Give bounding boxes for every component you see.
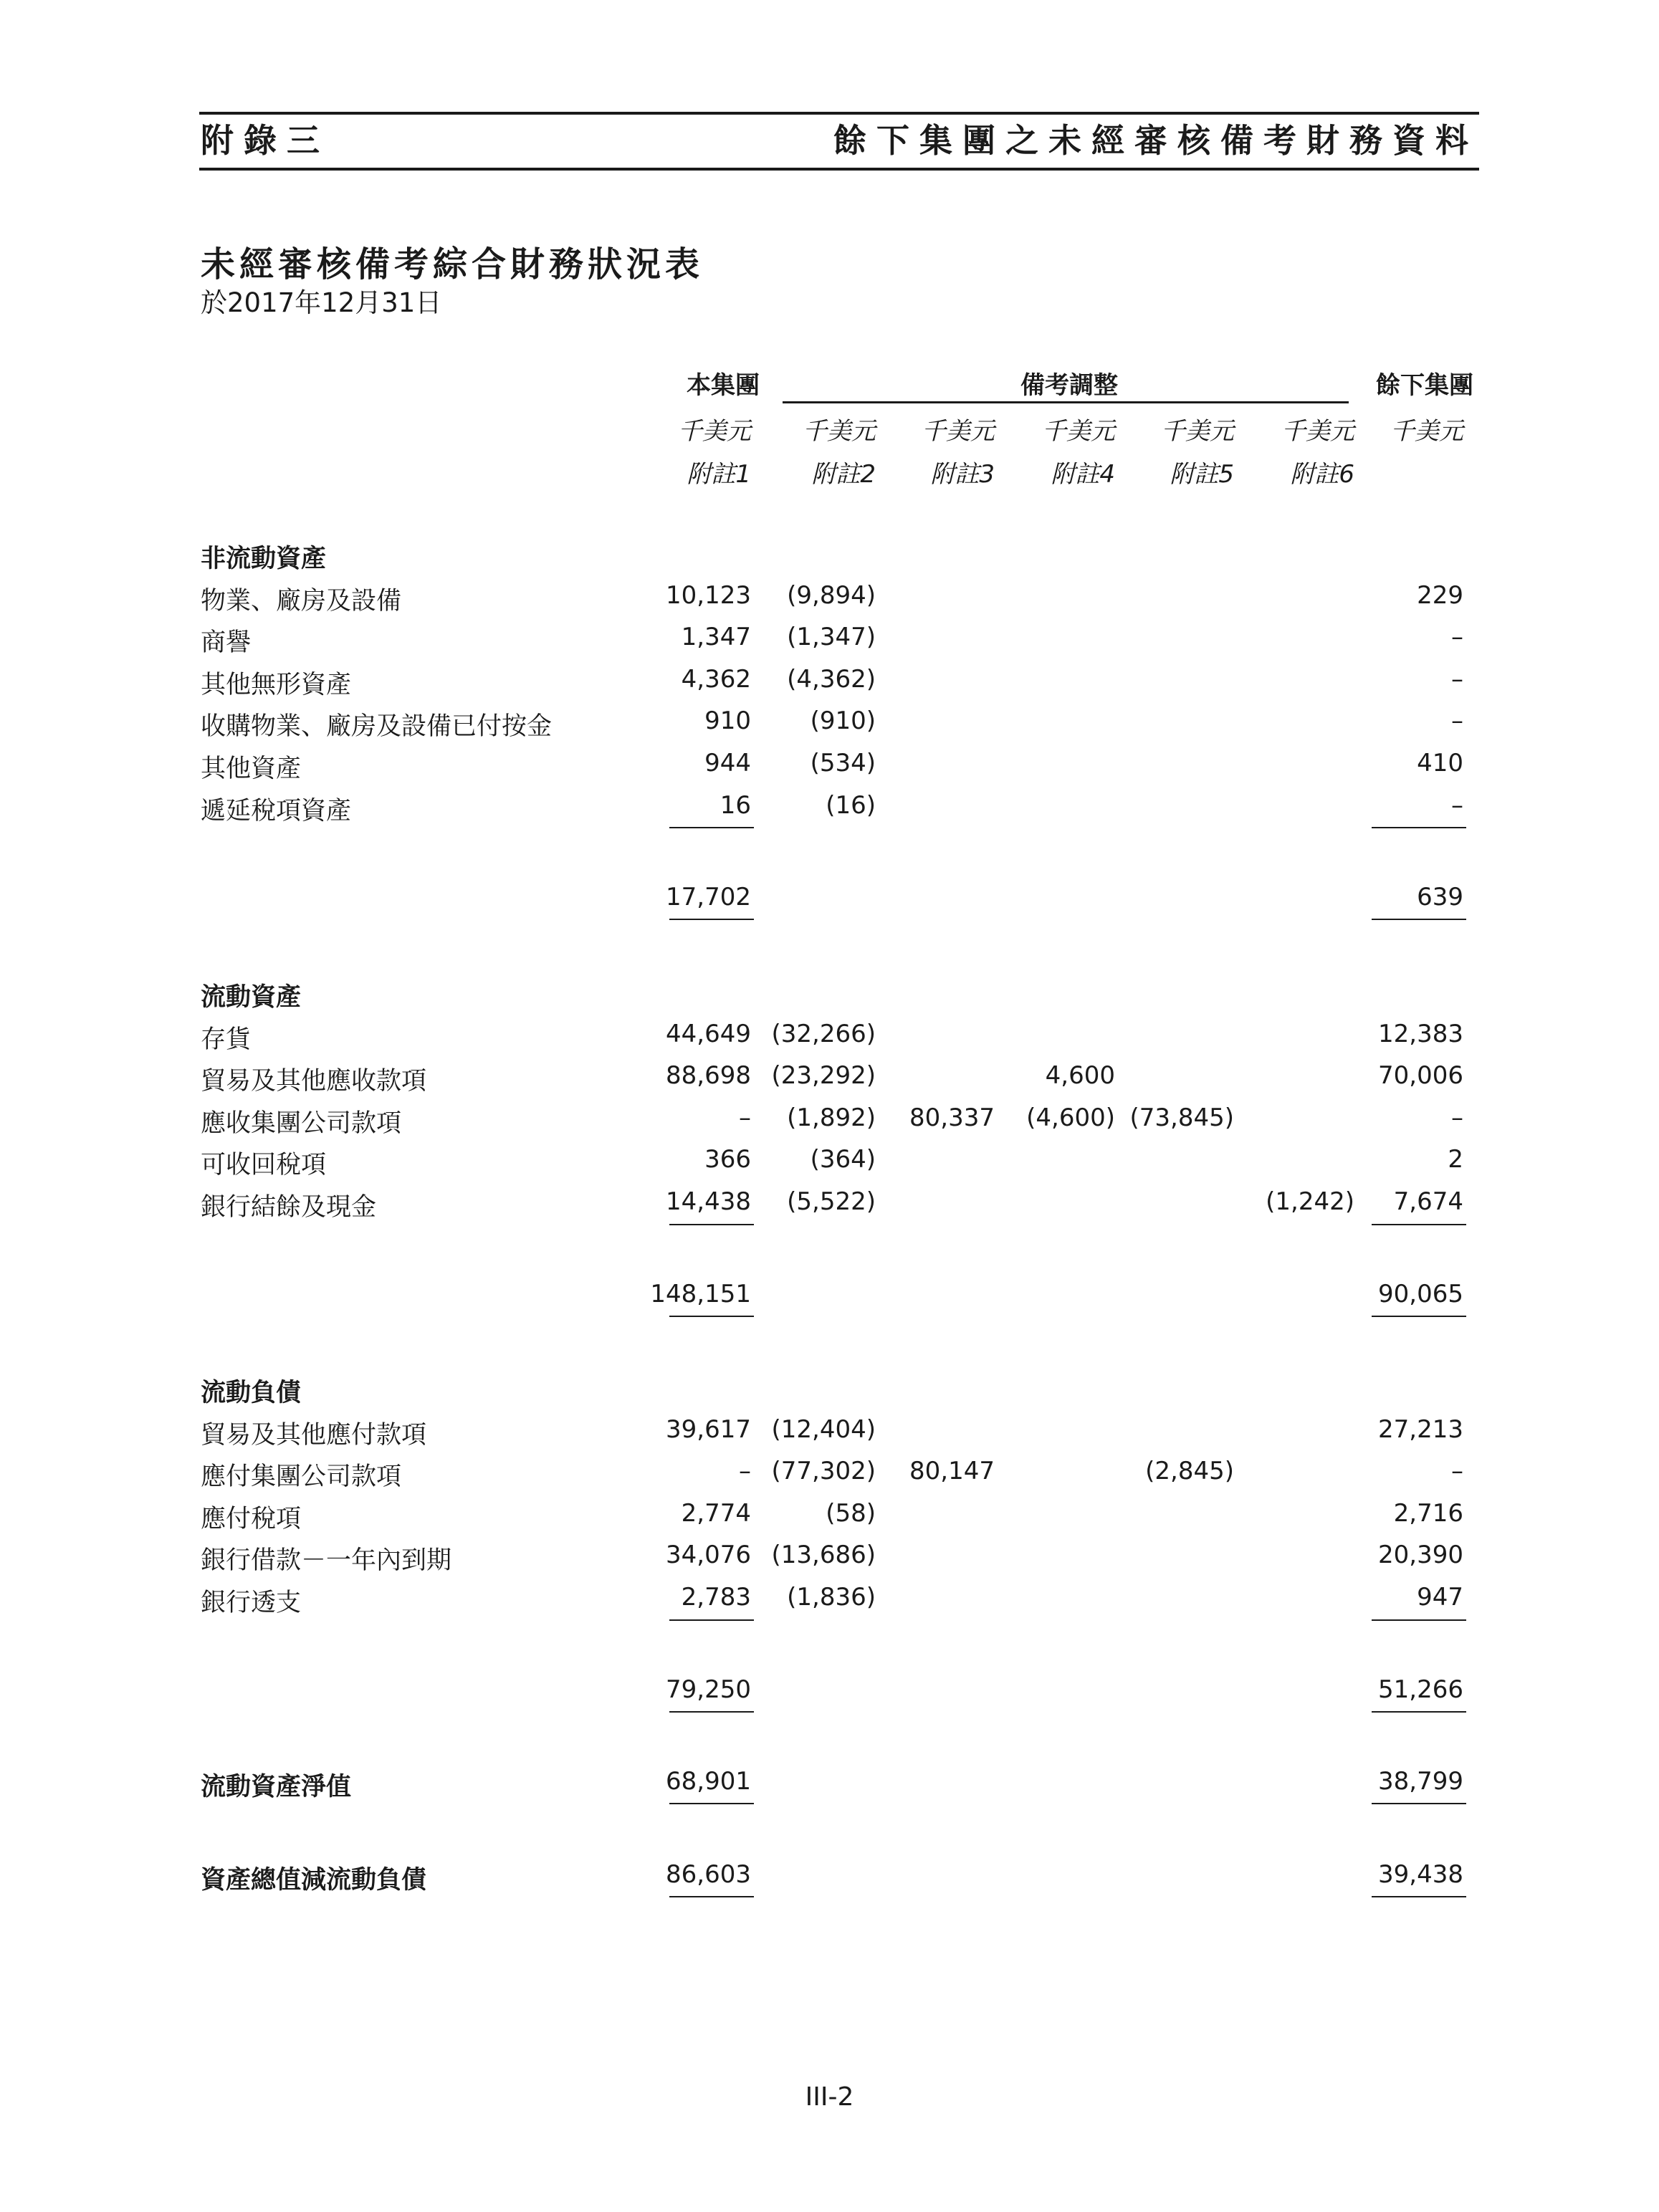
- section-total: 148,151: [650, 1279, 751, 1308]
- table-cell: (4,600): [1026, 1103, 1115, 1132]
- section-total: 90,065: [1378, 1279, 1463, 1308]
- col-adjustments-header: 備考調整: [1020, 371, 1118, 400]
- table-cell: 4,362: [681, 664, 751, 694]
- col-remaining-header: 餘下集團: [1376, 371, 1473, 400]
- summary-value: 38,799: [1378, 1767, 1463, 1796]
- table-cell: 2,774: [681, 1498, 751, 1528]
- summary-label: 資產總值減流動負債: [201, 1866, 427, 1895]
- table-cell: 229: [1417, 580, 1463, 610]
- section-total: 17,702: [666, 883, 751, 912]
- table-cell: –: [1451, 1103, 1463, 1132]
- table-cell: 910: [704, 707, 751, 736]
- table-cell: (5,522): [787, 1187, 876, 1216]
- header-bottom-rule: [199, 168, 1479, 171]
- subtotal-rule: [669, 827, 754, 828]
- total-rule: [1372, 1711, 1466, 1713]
- subtotal-rule: [1372, 827, 1466, 828]
- row-label: 銀行借款－一年內到期: [201, 1546, 452, 1576]
- row-label: 貿易及其他應收款項: [201, 1067, 427, 1096]
- note-label: 附註3: [930, 460, 995, 489]
- table-cell: (73,845): [1129, 1103, 1234, 1132]
- unit-label: 千美元: [1281, 417, 1354, 446]
- total-rule: [669, 919, 754, 920]
- note-label: 附註1: [687, 460, 751, 489]
- unit-label: 千美元: [803, 417, 876, 446]
- table-cell: 947: [1417, 1583, 1463, 1612]
- table-cell: (58): [826, 1498, 876, 1528]
- table-cell: 2,716: [1393, 1498, 1463, 1528]
- unit-label: 千美元: [678, 417, 751, 446]
- table-cell: 944: [704, 749, 751, 777]
- row-label: 其他資產: [201, 755, 302, 783]
- unit-label: 千美元: [1390, 417, 1463, 446]
- table-cell: 27,213: [1378, 1414, 1463, 1444]
- summary-rule: [669, 1803, 754, 1804]
- page-header-title: 餘下集團之未經審核備考財務資料: [833, 121, 1478, 160]
- summary-rule: [1372, 1896, 1466, 1897]
- section-total: 79,250: [666, 1675, 751, 1704]
- table-cell: (77,302): [771, 1457, 876, 1486]
- table-cell: (9,894): [787, 580, 876, 610]
- table-cell: –: [739, 1103, 751, 1132]
- row-label: 銀行結餘及現金: [201, 1193, 377, 1222]
- adjustments-underline: [783, 401, 1349, 403]
- row-label: 應付集團公司款項: [201, 1462, 402, 1492]
- statement-date: 於2017年12月31日: [201, 287, 442, 318]
- unit-label: 千美元: [922, 417, 995, 446]
- table-cell: (1,892): [787, 1103, 876, 1132]
- appendix-label: 附錄三: [201, 121, 330, 160]
- table-cell: (534): [810, 749, 876, 777]
- section-total: 639: [1417, 883, 1463, 912]
- table-cell: 410: [1417, 749, 1463, 777]
- row-label: 應收集團公司款項: [201, 1109, 402, 1138]
- subtotal-rule: [669, 1224, 754, 1225]
- table-cell: (13,686): [771, 1541, 876, 1570]
- table-cell: 34,076: [666, 1541, 751, 1570]
- table-cell: –: [1451, 707, 1463, 736]
- table-cell: (16): [826, 790, 876, 820]
- total-rule: [669, 1316, 754, 1317]
- row-label: 可收回稅項: [201, 1151, 327, 1180]
- page-number: III-2: [805, 2082, 854, 2112]
- summary-rule: [669, 1896, 754, 1897]
- section-title: 非流動資產: [201, 545, 327, 573]
- table-cell: (12,404): [771, 1414, 876, 1444]
- summary-value: 86,603: [666, 1860, 751, 1889]
- table-cell: 2: [1448, 1145, 1463, 1174]
- note-label: 附註5: [1170, 460, 1234, 489]
- row-label: 其他無形資產: [201, 670, 352, 699]
- table-cell: 1,347: [681, 623, 751, 652]
- unit-label: 千美元: [1161, 417, 1234, 446]
- note-label: 附註4: [1051, 460, 1115, 489]
- summary-value: 39,438: [1378, 1860, 1463, 1889]
- table-cell: 70,006: [1378, 1061, 1463, 1091]
- row-label: 貿易及其他應付款項: [201, 1420, 427, 1450]
- summary-value: 68,901: [666, 1767, 751, 1796]
- table-cell: (910): [810, 707, 876, 736]
- table-cell: (1,347): [787, 623, 876, 652]
- row-label: 收購物業、廠房及設備已付按金: [201, 712, 553, 742]
- section-total: 51,266: [1378, 1675, 1463, 1704]
- total-rule: [1372, 919, 1466, 920]
- total-rule: [669, 1711, 754, 1713]
- row-label: 物業、廠房及設備: [201, 586, 402, 616]
- table-cell: (2,845): [1145, 1457, 1234, 1486]
- subtotal-rule: [1372, 1619, 1466, 1621]
- row-label: 遞延稅項資產: [201, 796, 352, 825]
- statement-title: 未經審核備考綜合財務狀況表: [201, 244, 704, 284]
- table-cell: 20,390: [1378, 1541, 1463, 1570]
- table-cell: –: [1451, 623, 1463, 652]
- table-cell: 7,674: [1393, 1187, 1463, 1216]
- table-cell: (364): [810, 1145, 876, 1174]
- table-cell: 10,123: [666, 580, 751, 610]
- table-cell: (4,362): [787, 664, 876, 694]
- total-rule: [1372, 1316, 1466, 1317]
- table-cell: 4,600: [1045, 1061, 1115, 1091]
- table-cell: 12,383: [1378, 1019, 1463, 1048]
- table-cell: 80,337: [909, 1103, 995, 1132]
- section-title: 流動負債: [201, 1379, 302, 1407]
- section-title: 流動資產: [201, 983, 302, 1012]
- table-cell: 39,617: [666, 1414, 751, 1444]
- row-label: 應付稅項: [201, 1504, 302, 1533]
- col-group-header: 本集團: [687, 371, 760, 400]
- subtotal-rule: [669, 1619, 754, 1621]
- note-label: 附註2: [811, 460, 876, 489]
- row-label: 存貨: [201, 1025, 252, 1054]
- summary-label: 流動資產淨值: [201, 1773, 352, 1801]
- table-cell: 366: [704, 1145, 751, 1174]
- table-cell: 44,649: [666, 1019, 751, 1048]
- summary-rule: [1372, 1803, 1466, 1804]
- table-cell: –: [1451, 1457, 1463, 1486]
- table-cell: 80,147: [909, 1457, 995, 1486]
- table-cell: 2,783: [681, 1583, 751, 1612]
- table-cell: (23,292): [771, 1061, 876, 1091]
- note-label: 附註6: [1290, 460, 1354, 489]
- table-cell: –: [1451, 790, 1463, 820]
- table-cell: 16: [719, 790, 751, 820]
- unit-label: 千美元: [1042, 417, 1115, 446]
- table-cell: 14,438: [666, 1187, 751, 1216]
- row-label: 銀行透支: [201, 1589, 302, 1617]
- table-cell: 88,698: [666, 1061, 751, 1091]
- table-cell: (32,266): [771, 1019, 876, 1048]
- table-cell: –: [739, 1457, 751, 1486]
- table-cell: (1,242): [1266, 1187, 1354, 1216]
- row-label: 商譽: [201, 628, 252, 658]
- table-cell: –: [1451, 664, 1463, 694]
- subtotal-rule: [1372, 1224, 1466, 1225]
- table-cell: (1,836): [787, 1583, 876, 1612]
